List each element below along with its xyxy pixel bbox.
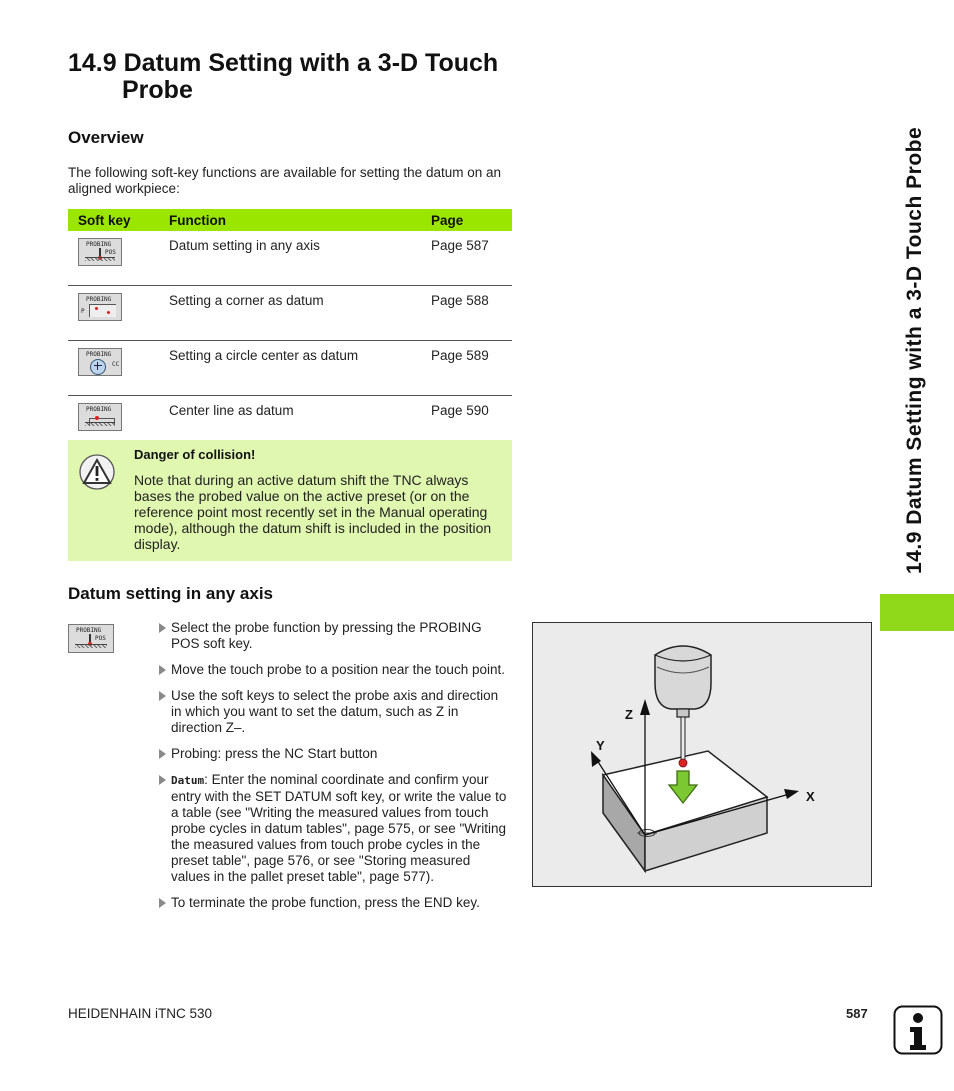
row-function: Center line as datum xyxy=(159,396,421,451)
row-page: Page 587 xyxy=(421,231,512,286)
axis-label-z: Z xyxy=(625,707,633,722)
page-title xyxy=(68,50,528,104)
overview-heading: Overview xyxy=(68,128,144,147)
overview-intro: The following soft-key functions are available for setting the datum on an aligned workpiece: xyxy=(68,165,501,196)
list-item: Probing: press the NC Start button xyxy=(159,746,511,762)
title-line-1: Datum Setting with a 3-D Touch xyxy=(123,49,499,77)
page-number: 587 xyxy=(846,1006,868,1021)
table-row xyxy=(68,286,512,341)
footer-manual: HEIDENHAIN iTNC 530 xyxy=(68,1006,213,1021)
list-item: Select the probe function by pressing the PROBING POS soft key. xyxy=(159,620,511,652)
chapter-tab xyxy=(880,594,954,631)
list-item: Move the touch probe to a position near the touch point. xyxy=(159,662,511,678)
arrow-right-icon xyxy=(159,665,166,675)
softkey-table xyxy=(68,209,512,451)
warning-triangle-icon xyxy=(79,454,115,490)
header-softkey: Soft key xyxy=(68,209,159,231)
any-axis-heading: Datum setting in any axis xyxy=(68,584,273,603)
probe-figure xyxy=(532,622,872,887)
arrow-right-icon xyxy=(159,749,166,759)
table-header-row xyxy=(68,209,512,231)
axis-label-x: X xyxy=(806,789,815,804)
side-chapter-title: 14.9 Datum Setting with a 3-D Touch Probe xyxy=(903,126,926,574)
corner-icon xyxy=(89,304,116,317)
list-item: To terminate the probe function, press the END key. xyxy=(159,895,511,911)
table-row xyxy=(68,341,512,396)
touch-probe-diagram xyxy=(533,623,871,886)
circle-icon xyxy=(90,359,106,375)
table-row xyxy=(68,231,512,286)
softkey-probing-pos-step[interactable]: PROBING POS xyxy=(68,624,114,653)
row-function: Setting a corner as datum xyxy=(159,286,421,341)
info-icon xyxy=(893,1005,943,1055)
arrow-right-icon xyxy=(159,623,166,633)
axis-label-y: Y xyxy=(596,738,605,753)
list-item: Use the soft keys to select the probe axis and direction in which you want to set the datum, such as Z in direction Z–. xyxy=(159,688,511,736)
section-number: 14.9 xyxy=(68,49,117,77)
row-page: Page 588 xyxy=(421,286,512,341)
list-item: Datum: Enter the nominal coordinate and confirm your entry with the SET DATUM soft key, or write the value to a table (see "Writing the measured values from touch probe cycles in datum tables", page 575, or see "Writing the measured values from touch probe cycles in the preset table", page 576, or see "Storing measured values in the pallet preset table", page 577). xyxy=(159,772,511,885)
softkey-probing-cc[interactable]: PROBING CC xyxy=(78,348,122,376)
softkey-probing-corner[interactable]: PROBING P xyxy=(78,293,122,321)
datum-label: Datum xyxy=(171,774,205,787)
warning-title: Danger of collision! xyxy=(134,447,256,462)
steps-list xyxy=(159,620,511,921)
title-line-2: Probe xyxy=(122,76,193,104)
header-function: Function xyxy=(159,209,421,231)
softkey-probing-pos[interactable]: PROBING POS xyxy=(78,238,122,266)
warning-text: Note that during an active datum shift the TNC always bases the probed value on the active preset (or on the reference point most recently set in the Manual operating mode), although the datum shift is included in the position display. xyxy=(134,472,492,552)
header-page: Page xyxy=(421,209,512,231)
arrow-right-icon xyxy=(159,691,166,701)
arrow-right-icon xyxy=(159,898,166,908)
warning-box xyxy=(68,440,512,561)
row-page: Page 590 xyxy=(421,396,512,451)
row-function: Datum setting in any axis xyxy=(159,231,421,286)
softkey-table-wrapper xyxy=(68,209,512,451)
arrow-right-icon xyxy=(159,775,166,785)
softkey-probing-centerline[interactable]: PROBING xyxy=(78,403,122,431)
row-function: Setting a circle center as datum xyxy=(159,341,421,396)
row-page: Page 589 xyxy=(421,341,512,396)
